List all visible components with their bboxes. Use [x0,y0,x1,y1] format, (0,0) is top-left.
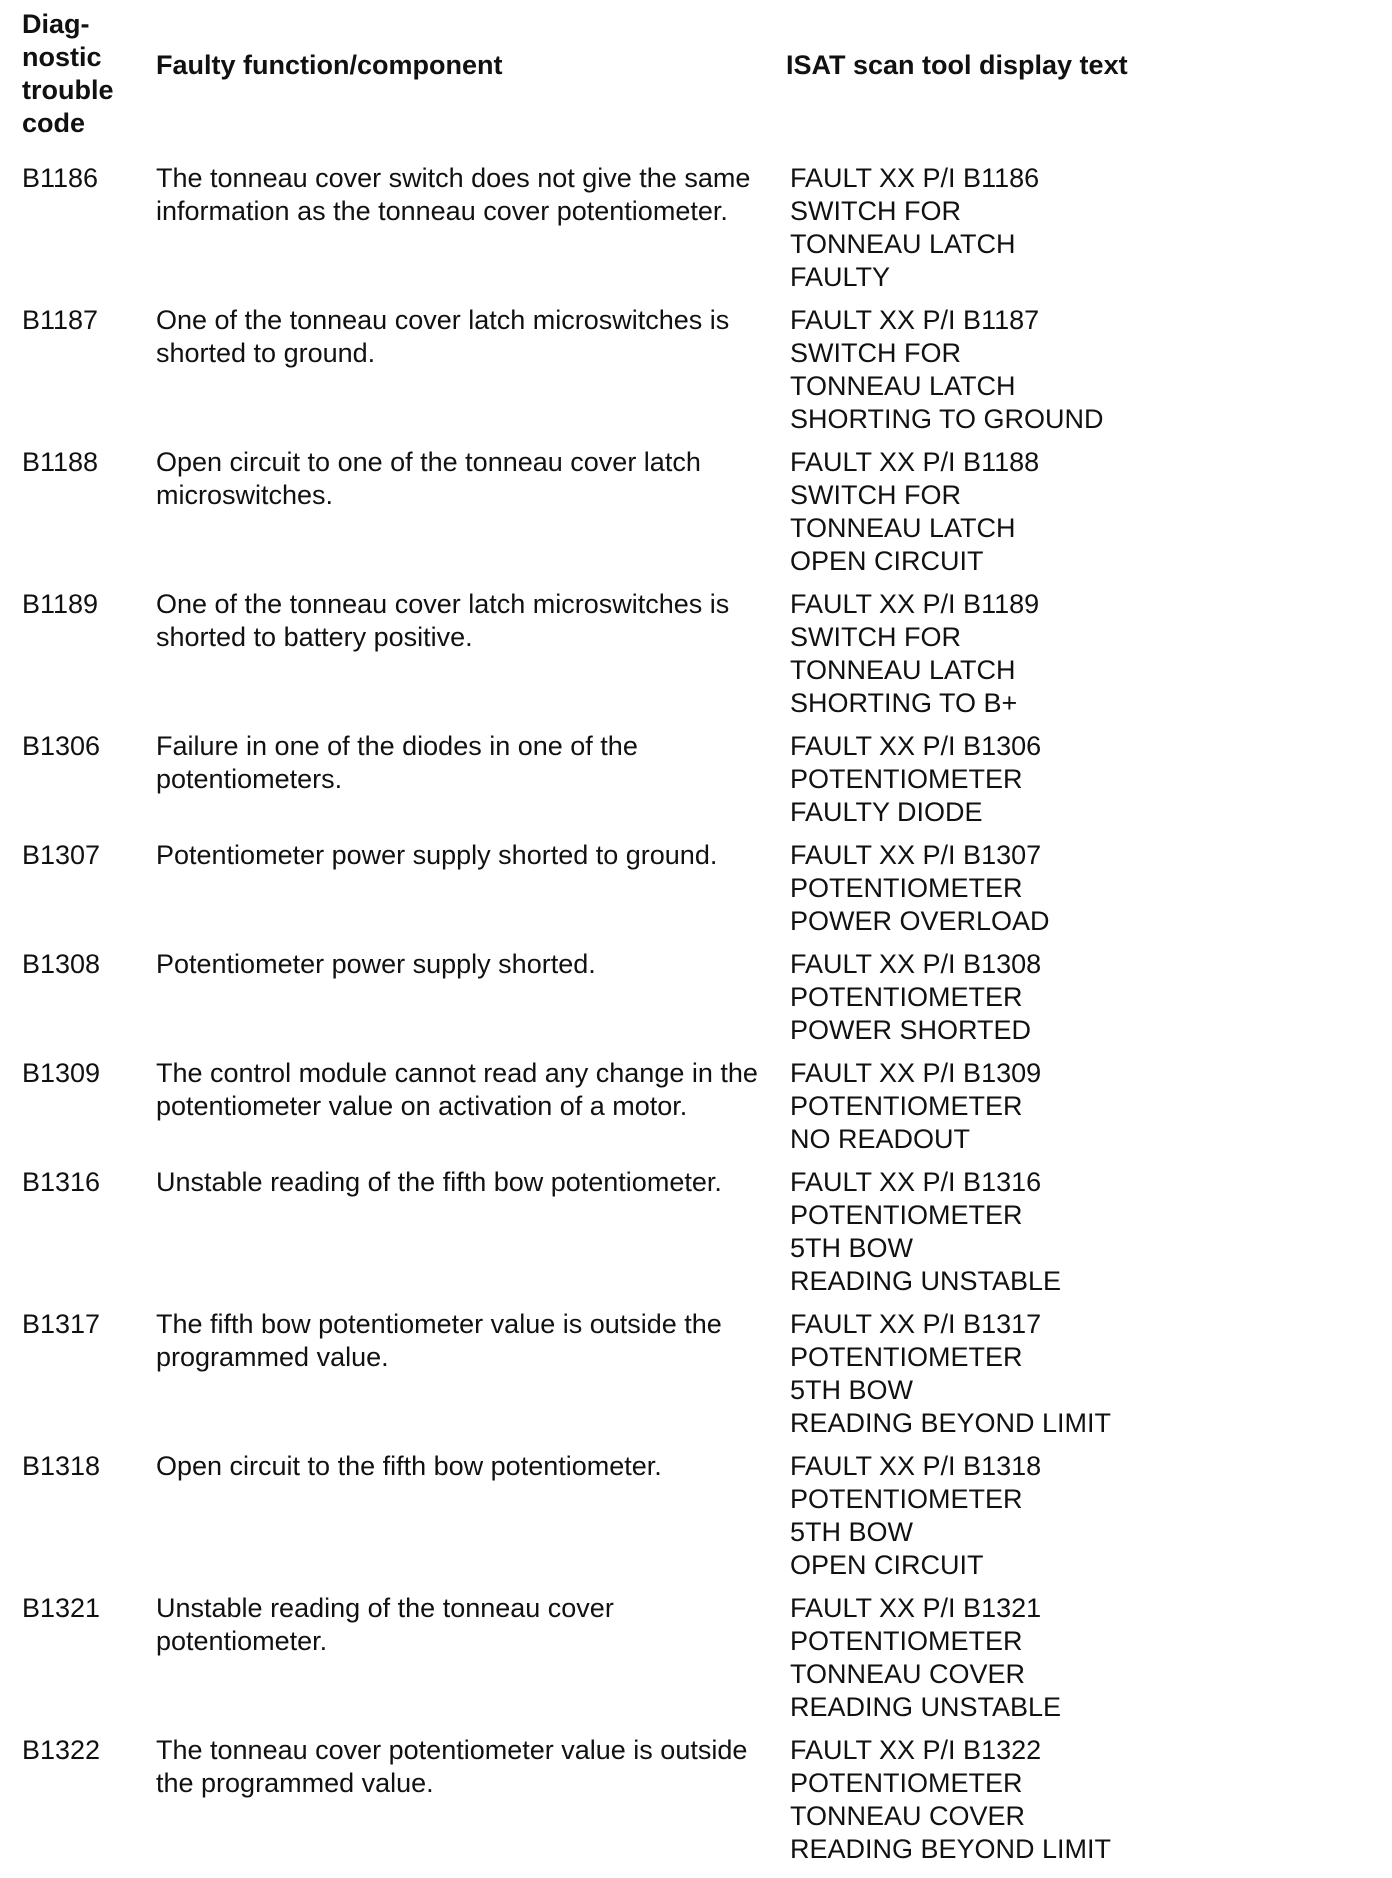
trouble-code: B1308 [22,949,101,979]
table-row [22,1308,1362,1440]
scan-tool-display-line: POWER OVERLOAD [790,906,1050,936]
fault-description: The tonneau cover switch does not give the same information as the tonneau cover potentiometer. [156,163,751,226]
trouble-code: B1316 [22,1167,101,1197]
scan-tool-display-line: FAULTY DIODE [790,797,983,827]
trouble-code: B1188 [22,447,99,477]
dtc-table-body [22,162,1362,1876]
table-row [22,730,1362,829]
scan-tool-display-line: POTENTIOMETER [790,1200,1023,1230]
fault-description: One of the tonneau cover latch microswitches is shorted to battery positive. [156,589,730,652]
scan-tool-display-line: TONNEAU LATCH [790,229,1016,259]
table-row [22,588,1362,720]
scan-tool-display-line: POTENTIOMETER [790,1626,1023,1656]
scan-tool-display [790,839,1362,938]
header-code-line: nostic [22,42,102,72]
scan-tool-display-line: FAULT XX P/I B1316 [790,1167,1042,1197]
scan-tool-display-line: POTENTIOMETER [790,1768,1023,1798]
scan-tool-display-line: SWITCH FOR [790,196,961,226]
scan-tool-display-line: FAULT XX P/I B1307 [790,840,1042,870]
scan-tool-display-line: SWITCH FOR [790,338,961,368]
trouble-code: B1309 [22,1058,101,1088]
scan-tool-display-line: FAULT XX P/I B1322 [790,1735,1042,1765]
scan-tool-display [790,948,1362,1047]
scan-tool-display [790,588,1362,720]
scan-tool-display-line: SWITCH FOR [790,480,961,510]
scan-tool-display [790,1308,1362,1440]
scan-tool-display [790,446,1362,578]
scan-tool-display-line: READING BEYOND LIMIT [790,1834,1112,1864]
scan-tool-display-line: POTENTIOMETER [790,1091,1023,1121]
fault-description: Unstable reading of the tonneau cover potentiometer. [156,1593,614,1656]
header-function-column: Faulty function/component [156,50,503,80]
scan-tool-display [790,304,1362,436]
scan-tool-display-line: TONNEAU COVER [790,1659,1026,1689]
scan-tool-display-line: POWER SHORTED [790,1015,1032,1045]
scan-tool-display-line: 5TH BOW [790,1517,914,1547]
fault-description: Failure in one of the diodes in one of the potentiometers. [156,731,638,794]
table-row [22,162,1362,294]
fault-description: The control module cannot read any change in the potentiometer value on activation of a motor. [156,1058,758,1121]
scan-tool-display-line: OPEN CIRCUIT [790,546,984,576]
scan-tool-display-line: TONNEAU COVER [790,1801,1026,1831]
scan-tool-display [790,1734,1362,1866]
fault-description: Unstable reading of the fifth bow potentiometer. [156,1167,722,1197]
scan-tool-display [790,730,1362,829]
header-isat-column: ISAT scan tool display text [786,50,1128,80]
scan-tool-display-line: SHORTING TO B+ [790,688,1018,718]
trouble-code: B1307 [22,840,101,870]
scan-tool-display-line: TONNEAU LATCH [790,513,1016,543]
scan-tool-display-line: READING UNSTABLE [790,1692,1062,1722]
scan-tool-display-line: FAULT XX P/I B1318 [790,1451,1042,1481]
fault-description: Potentiometer power supply shorted to ground. [156,840,718,870]
scan-tool-display-line: FAULT XX P/I B1306 [790,731,1042,761]
table-header [22,8,1362,148]
scan-tool-display [790,162,1362,294]
trouble-code: B1322 [22,1735,101,1765]
table-row [22,304,1362,436]
table-row [22,1166,1362,1298]
scan-tool-display-line: POTENTIOMETER [790,873,1023,903]
scan-tool-display-line: FAULT XX P/I B1308 [790,949,1042,979]
scan-tool-display-line: 5TH BOW [790,1375,914,1405]
fault-description: The tonneau cover potentiometer value is outside the programmed value. [156,1735,748,1798]
fault-description: Open circuit to the fifth bow potentiometer. [156,1451,662,1481]
scan-tool-display-line: SWITCH FOR [790,622,961,652]
trouble-code: B1306 [22,731,101,761]
scan-tool-display-line: FAULT XX P/I B1188 [790,447,1040,477]
scan-tool-display-line: FAULT XX P/I B1189 [790,589,1040,619]
scan-tool-display-line: FAULT XX P/I B1321 [790,1593,1042,1623]
table-row [22,948,1362,1047]
scan-tool-display-line: FAULT XX P/I B1186 [790,163,1040,193]
table-row [22,1450,1362,1582]
header-code-line: trouble [22,75,114,105]
fault-description: Open circuit to one of the tonneau cover latch microswitches. [156,447,701,510]
scan-tool-display-line: FAULT XX P/I B1309 [790,1058,1042,1088]
scan-tool-display-line: READING UNSTABLE [790,1266,1062,1296]
table-row [22,839,1362,938]
scan-tool-display-line: TONNEAU LATCH [790,655,1016,685]
scan-tool-display-line: FAULT XX P/I B1187 [790,305,1040,335]
fault-description: The fifth bow potentiometer value is outside the programmed value. [156,1309,722,1372]
scan-tool-display-line: 5TH BOW [790,1233,914,1263]
scan-tool-display-line: POTENTIOMETER [790,982,1023,1012]
scan-tool-display-line: SHORTING TO GROUND [790,404,1104,434]
scan-tool-display [790,1057,1362,1156]
header-code-line: Diag- [22,9,90,39]
scan-tool-display-line: NO READOUT [790,1124,971,1154]
scan-tool-display-line: FAULTY [790,262,891,292]
trouble-code: B1189 [22,589,99,619]
table-row [22,1734,1362,1866]
fault-description: Potentiometer power supply shorted. [156,949,596,979]
trouble-code: B1317 [22,1309,101,1339]
trouble-code: B1186 [22,163,99,193]
header-code-column [22,8,162,140]
trouble-code: B1187 [22,305,99,335]
scan-tool-display-line: FAULT XX P/I B1317 [790,1309,1042,1339]
header-code-line: code [22,108,86,138]
scan-tool-display [790,1166,1362,1298]
table-row [22,446,1362,578]
scan-tool-display-line: POTENTIOMETER [790,764,1023,794]
scan-tool-display [790,1450,1362,1582]
table-row [22,1057,1362,1156]
trouble-code: B1318 [22,1451,101,1481]
scan-tool-display-line: OPEN CIRCUIT [790,1550,984,1580]
trouble-code: B1321 [22,1593,101,1623]
fault-description: One of the tonneau cover latch microswitches is shorted to ground. [156,305,730,368]
table-row [22,1592,1362,1724]
scan-tool-display-line: READING BEYOND LIMIT [790,1408,1112,1438]
scan-tool-display [790,1592,1362,1724]
scan-tool-display-line: POTENTIOMETER [790,1484,1023,1514]
scan-tool-display-line: TONNEAU LATCH [790,371,1016,401]
scan-tool-display-line: POTENTIOMETER [790,1342,1023,1372]
